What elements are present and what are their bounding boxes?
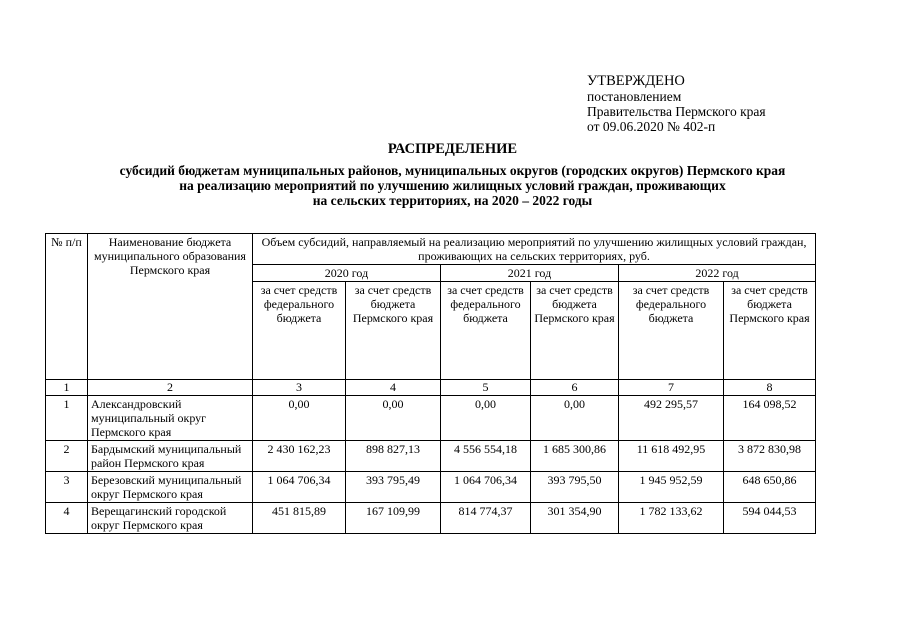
- header-subcolumn: за счет средств федерального бюджета: [441, 282, 531, 380]
- table-row: [46, 396, 816, 441]
- header-name: Наименование бюджета муниципального образования Пермского края: [88, 234, 253, 380]
- row-value: 4 556 554,18: [441, 441, 531, 472]
- row-value: 393 795,49: [346, 472, 441, 503]
- table-row: [46, 503, 816, 534]
- approval-block: [587, 74, 766, 134]
- header-group: Объем субсидий, направляемый на реализацию мероприятий по улучшению жилищных условий граждан, проживающих на сельских территориях, руб.: [253, 234, 816, 265]
- row-name: Александровский муниципальный округ Пермского края: [88, 396, 253, 441]
- row-number: 3: [46, 472, 88, 503]
- row-number: 2: [46, 441, 88, 472]
- row-name: Верещагинский городской округ Пермского края: [88, 503, 253, 534]
- table-row: [46, 472, 816, 503]
- column-number: 1: [46, 380, 88, 396]
- column-number: 2: [88, 380, 253, 396]
- subtitle-line: на сельских территориях, на 2020 – 2022 годы: [312, 193, 593, 208]
- header-subcolumn: за счет средств бюджета Пермского края: [346, 282, 441, 380]
- header-subcolumn: за счет средств федерального бюджета: [253, 282, 346, 380]
- column-number: 3: [253, 380, 346, 396]
- row-value: 898 827,13: [346, 441, 441, 472]
- row-value: 3 872 830,98: [724, 441, 816, 472]
- row-value: 0,00: [441, 396, 531, 441]
- document-title: РАСПРЕДЕЛЕНИЕ: [387, 141, 518, 157]
- row-value: 1 685 300,86: [531, 441, 619, 472]
- row-value: 0,00: [253, 396, 346, 441]
- row-name: Бардымский муниципальный район Пермского края: [88, 441, 253, 472]
- column-number: 4: [346, 380, 441, 396]
- row-number: 4: [46, 503, 88, 534]
- row-name: Березовский муниципальный округ Пермского края: [88, 472, 253, 503]
- header-year-2020: 2020 год: [253, 265, 441, 282]
- subtitle-line: субсидий бюджетам муниципальных районов, муниципальных округов (городских округов) Пермского края: [119, 163, 786, 178]
- row-value: 301 354,90: [531, 503, 619, 534]
- column-number: 7: [619, 380, 724, 396]
- row-value: 1 782 133,62: [619, 503, 724, 534]
- approval-line: постановлением: [587, 89, 682, 104]
- column-number: 8: [724, 380, 816, 396]
- header-year-2022: 2022 год: [619, 265, 816, 282]
- approval-date: от 09.06.2020 № 402-п: [587, 119, 716, 134]
- row-value: 0,00: [346, 396, 441, 441]
- table-row: [46, 441, 816, 472]
- row-value: 164 098,52: [724, 396, 816, 441]
- row-value: 594 044,53: [724, 503, 816, 534]
- header-number: № п/п: [46, 234, 88, 380]
- row-value: 492 295,57: [619, 396, 724, 441]
- subsidy-table: [45, 233, 816, 534]
- row-value: 1 064 706,34: [253, 472, 346, 503]
- row-value: 1 945 952,59: [619, 472, 724, 503]
- subtitle-line: на реализацию мероприятий по улучшению жилищных условий граждан, проживающих: [179, 178, 726, 193]
- approval-line: Правительства Пермского края: [587, 104, 766, 119]
- header-subcolumn: за счет средств бюджета Пермского края: [531, 282, 619, 380]
- row-value: 0,00: [531, 396, 619, 441]
- row-value: 648 650,86: [724, 472, 816, 503]
- header-year-2021: 2021 год: [441, 265, 619, 282]
- row-value: 167 109,99: [346, 503, 441, 534]
- column-number: 6: [531, 380, 619, 396]
- row-value: 393 795,50: [531, 472, 619, 503]
- row-value: 1 064 706,34: [441, 472, 531, 503]
- row-value: 2 430 162,23: [253, 441, 346, 472]
- header-subcolumn: за счет средств бюджета Пермского края: [724, 282, 816, 380]
- column-number: 5: [441, 380, 531, 396]
- header-subcolumn: за счет средств федерального бюджета: [619, 282, 724, 380]
- row-number: 1: [46, 396, 88, 441]
- approval-title: УТВЕРЖДЕНО: [587, 73, 685, 89]
- row-value: 451 815,89: [253, 503, 346, 534]
- row-value: 11 618 492,95: [619, 441, 724, 472]
- document-subtitle: [60, 163, 845, 208]
- row-value: 814 774,37: [441, 503, 531, 534]
